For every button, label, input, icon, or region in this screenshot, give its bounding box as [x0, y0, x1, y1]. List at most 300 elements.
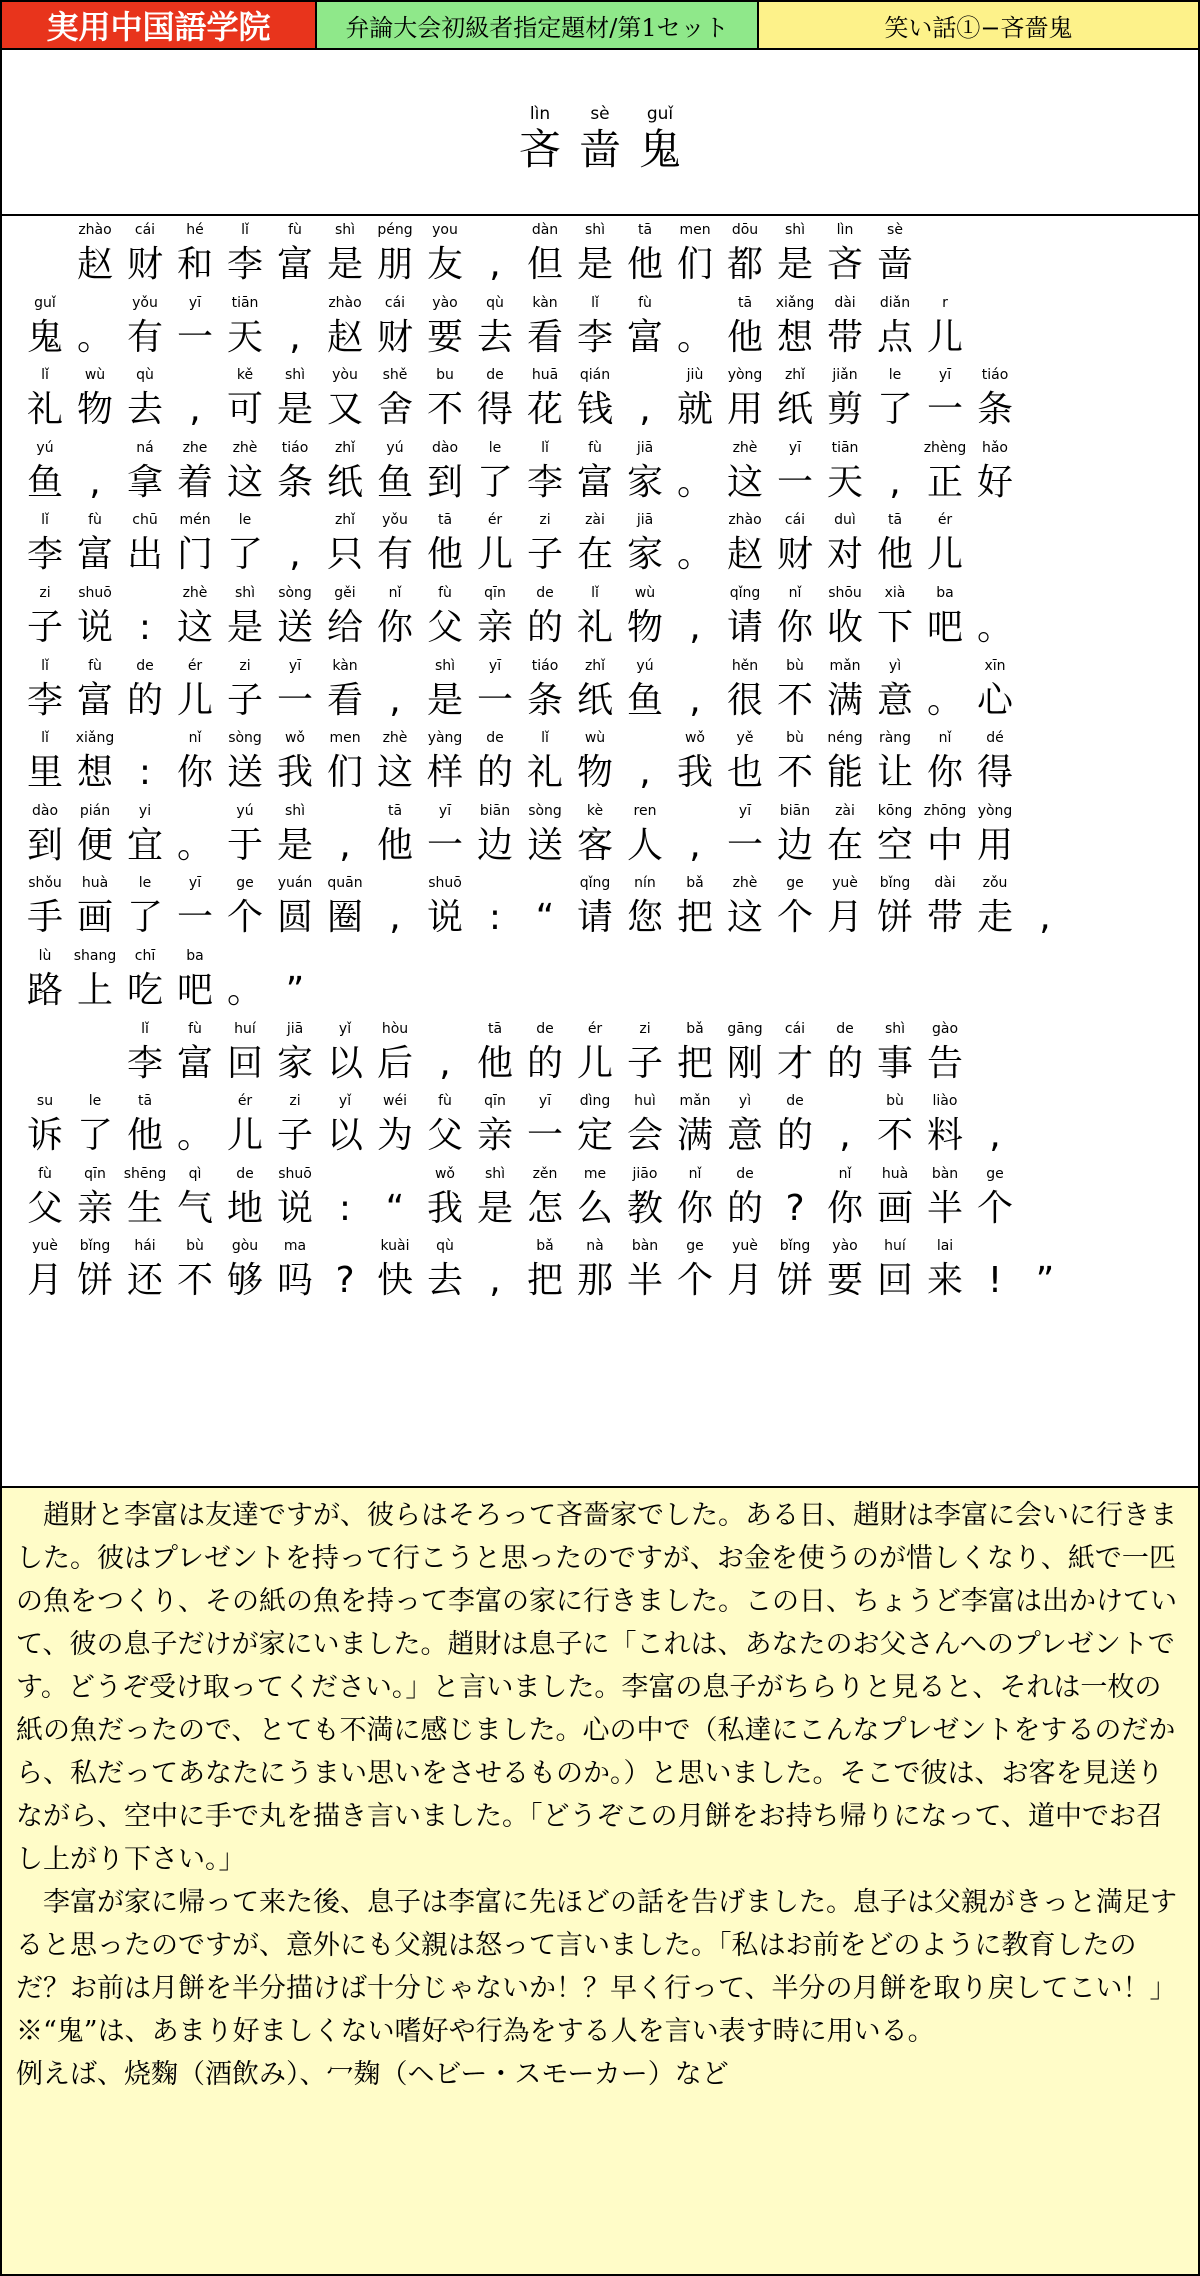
hanzi: 们	[676, 244, 713, 285]
char-unit	[370, 1021, 420, 1091]
char-unit	[270, 875, 320, 945]
pinyin: shōu	[828, 585, 862, 601]
pinyin: yī	[188, 294, 202, 311]
char-unit	[720, 658, 770, 728]
pinyin: bù	[186, 1238, 204, 1255]
hanzi: 用	[726, 389, 763, 431]
hanzi: 儿	[476, 534, 513, 576]
char-unit	[570, 1238, 620, 1308]
char-unit	[320, 512, 370, 582]
hanzi: 。	[676, 316, 713, 358]
char-unit	[170, 440, 220, 510]
pinyin: huí	[884, 1238, 906, 1255]
pinyin: huà	[81, 875, 109, 892]
text-line	[20, 295, 970, 365]
pinyin: ge	[686, 1238, 704, 1255]
char-unit	[70, 875, 120, 945]
char-unit	[120, 295, 170, 365]
hanzi: ,	[289, 534, 301, 576]
char-unit	[520, 1166, 570, 1236]
hanzi: 儿	[576, 1042, 613, 1084]
hanzi: ,	[1039, 897, 1051, 939]
pinyin: lù	[38, 948, 52, 964]
pinyin: yī	[738, 802, 752, 819]
char-unit	[420, 440, 470, 510]
pinyin: ér	[187, 657, 203, 674]
hanzi: 事	[876, 1042, 913, 1084]
char-unit	[570, 295, 620, 365]
char-unit	[170, 875, 220, 945]
hanzi: 会	[626, 1115, 663, 1157]
pinyin: tā	[887, 512, 903, 529]
hanzi: 料	[926, 1115, 963, 1157]
char-unit	[720, 440, 770, 510]
hanzi: 家	[626, 461, 663, 503]
char-unit	[670, 295, 720, 365]
char-unit	[420, 222, 470, 292]
hanzi: 赵	[326, 316, 363, 358]
char-unit	[20, 1166, 70, 1236]
hanzi: 儿	[926, 316, 963, 358]
hanzi: 亲	[76, 1187, 113, 1229]
hanzi: 以	[326, 1042, 363, 1084]
text-line	[20, 730, 1020, 800]
hanzi: :	[138, 607, 152, 648]
pinyin: zhe	[182, 439, 208, 456]
char-unit	[870, 295, 920, 365]
japanese-translation	[0, 1488, 1200, 2276]
char-unit	[970, 585, 1020, 655]
pinyin: zhǐ	[584, 657, 606, 674]
pinyin: zi	[239, 657, 251, 674]
char-unit	[120, 730, 170, 800]
hanzi: 把	[676, 1042, 713, 1084]
pinyin: nà	[586, 1238, 604, 1255]
pinyin: tā	[737, 294, 753, 311]
char-unit	[620, 730, 670, 800]
hanzi: 花	[526, 389, 563, 431]
pinyin: hòu	[381, 1020, 409, 1037]
char-unit	[320, 222, 370, 292]
char-unit	[470, 1093, 520, 1163]
char-unit	[270, 512, 320, 582]
pinyin: lǐ	[41, 730, 49, 747]
pinyin: qīn	[484, 585, 506, 601]
pinyin: jiǎn	[832, 367, 858, 384]
char-unit	[70, 730, 120, 800]
hanzi: 条	[976, 389, 1013, 431]
pinyin: mǎn	[679, 1093, 711, 1110]
pinyin: de	[836, 1020, 854, 1037]
char-unit	[570, 367, 620, 437]
hanzi: 他	[626, 244, 663, 285]
char-unit	[620, 1021, 670, 1091]
char-unit	[720, 1093, 770, 1163]
pinyin: diǎn	[879, 294, 911, 311]
pinyin: xiǎng	[75, 730, 115, 747]
char-unit	[420, 658, 470, 728]
char-unit	[770, 512, 820, 582]
hanzi: 请	[576, 897, 613, 939]
pinyin: yuán	[277, 875, 313, 892]
hanzi: 饼	[76, 1260, 113, 1302]
pinyin: lǐ	[241, 222, 249, 238]
hanzi: ?	[335, 1260, 355, 1302]
pinyin: cái	[784, 1020, 806, 1037]
hanzi: 了	[226, 534, 263, 576]
pinyin: huà	[881, 1165, 909, 1182]
pinyin: bǐng	[779, 1238, 811, 1255]
pinyin: fù	[188, 1020, 202, 1037]
hanzi: 月	[26, 1260, 63, 1302]
hanzi: 天	[226, 316, 263, 358]
char-unit	[570, 803, 620, 873]
char-unit	[520, 730, 570, 800]
char-unit	[1020, 1238, 1070, 1308]
char-unit	[870, 875, 920, 945]
char-unit	[970, 875, 1020, 945]
pinyin: zhōng	[923, 802, 967, 819]
pinyin: sòng	[228, 730, 262, 747]
pinyin: le	[88, 1093, 102, 1110]
pinyin: jiāo	[632, 1165, 658, 1182]
pinyin: ge	[786, 875, 804, 892]
char-unit	[220, 295, 270, 365]
char-unit	[970, 1093, 1020, 1163]
hanzi: 路	[26, 970, 63, 1011]
pinyin: shì	[284, 802, 306, 819]
pinyin: hái	[134, 1238, 156, 1255]
char-unit	[720, 295, 770, 365]
char-unit	[870, 440, 920, 510]
pinyin: men	[679, 222, 711, 238]
char-unit	[220, 512, 270, 582]
hanzi: 礼	[526, 752, 563, 794]
hanzi: 个	[976, 1187, 1013, 1229]
char-unit	[620, 803, 670, 873]
hanzi: 的	[126, 679, 163, 721]
char-unit	[920, 367, 970, 437]
hanzi: 定	[576, 1115, 613, 1157]
pinyin: bàn	[931, 1165, 959, 1182]
pinyin: kàn	[332, 657, 358, 674]
char-unit	[20, 295, 70, 365]
hanzi: 。	[926, 679, 963, 721]
pinyin: le	[238, 512, 252, 529]
hanzi: ,	[489, 244, 501, 285]
hanzi: 说	[426, 897, 463, 939]
char-unit	[720, 875, 770, 945]
school-name: 実用中国語学院	[2, 2, 317, 48]
hanzi: 去	[126, 389, 163, 431]
char-unit	[870, 730, 920, 800]
hanzi: 你	[176, 752, 213, 794]
pinyin: kàn	[532, 294, 558, 311]
char-unit	[70, 658, 120, 728]
pinyin: nǐ	[688, 1165, 702, 1182]
hanzi: 送	[226, 752, 263, 794]
hanzi: 你	[676, 1187, 713, 1229]
hanzi: 客	[576, 824, 613, 866]
hanzi: 他	[876, 534, 913, 576]
text-line	[20, 440, 1020, 510]
hanzi: 在	[576, 534, 613, 576]
hanzi: 鱼	[376, 461, 413, 503]
title-pinyin: lìn	[529, 104, 551, 124]
hanzi: 他	[426, 534, 463, 576]
pinyin: le	[138, 875, 152, 892]
pinyin: yǐ	[338, 1020, 352, 1037]
hanzi: 。	[976, 607, 1013, 648]
pinyin: tā	[437, 512, 453, 529]
pinyin: wǒ	[284, 730, 305, 747]
hanzi: 钱	[576, 389, 613, 431]
pinyin: ba	[186, 948, 204, 964]
hanzi: 地	[226, 1187, 263, 1229]
char-unit	[20, 512, 70, 582]
char-unit	[220, 803, 270, 873]
char-unit	[820, 1021, 870, 1091]
hanzi: 说	[276, 1187, 313, 1229]
hanzi: 于	[226, 824, 263, 866]
hanzi: 李	[26, 679, 63, 721]
char-unit	[470, 367, 520, 437]
hanzi: 儿	[226, 1115, 263, 1157]
pinyin: tiān	[231, 294, 259, 311]
char-unit	[920, 1093, 970, 1163]
pinyin: dōu	[731, 222, 759, 238]
translation-paragraph-2: 李富が家に帰って来た後、息子は李富に先ほどの話を告げました。息子は父親がきっと満足すると思ったのですが、意外にも父親は怒って言いました。「私はお前をどのように教育したのだ？お前は月餅を半分描けば十分じゃないか！？早く行って、半分の月餅を取り戻してこい！」	[16, 1887, 1177, 2004]
pinyin: huā	[531, 367, 559, 384]
hanzi: 的	[526, 1042, 563, 1084]
pinyin: sè	[887, 222, 903, 238]
pinyin: yī	[288, 657, 302, 674]
hanzi: 。	[676, 461, 713, 503]
char-unit	[420, 1093, 470, 1163]
hanzi: 纸	[326, 461, 363, 503]
hanzi: 个	[226, 897, 263, 939]
hanzi: 一	[276, 679, 313, 721]
text-line	[20, 1021, 970, 1091]
char-unit	[670, 367, 720, 437]
pinyin: bù	[786, 657, 804, 674]
hanzi: 是	[776, 244, 813, 285]
char-unit	[670, 1238, 720, 1308]
pinyin: wù	[634, 585, 656, 601]
char-unit	[470, 875, 520, 945]
char-unit	[320, 1238, 370, 1308]
hanzi: 到	[26, 824, 63, 866]
hanzi: 赵	[726, 534, 763, 576]
pinyin: men	[329, 730, 361, 747]
hanzi: :	[488, 897, 502, 939]
char-unit	[320, 367, 370, 437]
pinyin: qǐng	[729, 585, 761, 601]
pinyin: pián	[79, 802, 111, 819]
hanzi: 。	[76, 316, 113, 358]
char-unit	[720, 1021, 770, 1091]
text-line	[20, 367, 1020, 437]
char-unit	[920, 440, 970, 510]
pinyin: zi	[539, 512, 551, 529]
char-unit	[470, 803, 520, 873]
pinyin: chī	[134, 948, 156, 964]
pinyin: tā	[137, 1093, 153, 1110]
char-unit	[770, 1093, 820, 1163]
char-unit	[570, 1166, 620, 1236]
char-unit	[1020, 875, 1070, 945]
char-unit	[420, 1166, 470, 1236]
pinyin: zǒu	[982, 875, 1008, 892]
char-unit	[770, 658, 820, 728]
hanzi: 半	[626, 1260, 663, 1302]
hanzi: 物	[626, 607, 663, 648]
pinyin: you	[432, 222, 458, 238]
pinyin: su	[36, 1093, 54, 1110]
pinyin: tiān	[831, 439, 859, 456]
pinyin: shì	[234, 585, 256, 601]
char-unit	[620, 512, 670, 582]
pinyin: shì	[334, 222, 356, 238]
hanzi: 是	[476, 1187, 513, 1229]
pinyin: zhè	[732, 439, 758, 456]
char-unit	[220, 875, 270, 945]
char-unit	[820, 295, 870, 365]
hanzi: ,	[639, 389, 651, 431]
pinyin: yì	[738, 1093, 752, 1110]
char-unit	[270, 1166, 320, 1236]
hanzi: 这	[726, 461, 763, 503]
char-unit	[220, 948, 270, 1018]
pinyin: huì	[634, 1093, 656, 1110]
char-unit	[820, 440, 870, 510]
hanzi: “	[385, 1187, 405, 1229]
hanzi: 把	[676, 897, 713, 939]
hanzi: 可	[226, 389, 263, 431]
char-unit	[520, 440, 570, 510]
text-line	[20, 658, 1020, 728]
hanzi: 那	[576, 1260, 613, 1302]
char-unit	[520, 658, 570, 728]
char-unit	[120, 948, 170, 1018]
hanzi: 这	[176, 607, 213, 648]
hanzi: 吧	[926, 607, 963, 648]
hanzi: 正	[926, 461, 963, 503]
pinyin: lai	[936, 1238, 954, 1255]
pinyin: yuè	[32, 1238, 58, 1255]
pinyin: fù	[88, 657, 102, 674]
hanzi: 带	[826, 316, 863, 358]
title-pinyin: guǐ	[646, 104, 674, 124]
char-unit	[70, 1238, 120, 1308]
hanzi: 里	[26, 752, 63, 794]
pinyin: zhào	[728, 512, 762, 529]
char-unit	[970, 658, 1020, 728]
pinyin: duì	[834, 512, 856, 529]
char-unit	[620, 1238, 670, 1308]
hanzi: 吧	[176, 970, 213, 1011]
pinyin: ma	[283, 1238, 307, 1255]
char-unit	[420, 585, 470, 655]
char-unit	[170, 1238, 220, 1308]
char-unit	[170, 585, 220, 655]
hanzi: 在	[826, 824, 863, 866]
char-unit	[770, 367, 820, 437]
char-unit	[370, 730, 420, 800]
pinyin: de	[736, 1165, 754, 1182]
char-unit	[770, 440, 820, 510]
char-unit	[270, 730, 320, 800]
pinyin: wù	[584, 730, 606, 747]
char-unit	[120, 1238, 170, 1308]
char-unit	[20, 440, 70, 510]
pinyin: gào	[931, 1020, 959, 1037]
pinyin: me	[583, 1165, 607, 1182]
char-unit	[320, 1166, 370, 1236]
pinyin: zi	[39, 585, 51, 601]
pinyin: xiǎng	[775, 294, 815, 311]
hanzi: 好	[976, 461, 1013, 503]
hanzi: 他	[126, 1115, 163, 1157]
hanzi: 不	[426, 389, 463, 431]
pinyin: hé	[186, 222, 204, 238]
char-unit	[120, 367, 170, 437]
pinyin: yī	[938, 367, 952, 384]
pinyin: shě	[382, 367, 408, 384]
pinyin: nǐ	[388, 585, 402, 601]
pinyin: yòng	[727, 367, 763, 384]
hanzi: 有	[126, 316, 163, 358]
char-unit	[570, 658, 620, 728]
hanzi: 送	[276, 607, 313, 648]
char-unit	[820, 658, 870, 728]
hanzi: 了	[876, 389, 913, 431]
pinyin: kōng	[877, 802, 913, 819]
hanzi: 月	[826, 897, 863, 939]
char-unit	[670, 1093, 720, 1163]
char-unit	[270, 1238, 320, 1308]
pinyin: zhǐ	[334, 439, 356, 456]
translation-note-1: ※“鬼”は、あまり好ましくない嗜好や行為をする人を言い表す時に用いる。	[16, 2016, 935, 2047]
hanzi: 他	[726, 316, 763, 358]
hanzi: 们	[326, 752, 363, 794]
char-unit	[120, 1021, 170, 1091]
pinyin: zi	[289, 1093, 301, 1110]
char-unit	[620, 367, 670, 437]
pinyin: fù	[438, 1093, 452, 1110]
pinyin: fù	[438, 585, 452, 601]
char-unit	[270, 948, 320, 1018]
char-unit	[70, 585, 120, 655]
char-unit	[270, 585, 320, 655]
hanzi: 边	[776, 824, 813, 866]
hanzi: 到	[426, 461, 463, 503]
pinyin: zhào	[78, 222, 112, 238]
char-unit	[170, 1021, 220, 1091]
char-unit	[570, 222, 620, 292]
pinyin: kě	[236, 367, 254, 384]
hanzi: 剪	[826, 389, 863, 431]
pinyin: qù	[486, 294, 504, 311]
hanzi: 满	[826, 679, 863, 721]
pinyin: jiā	[286, 1020, 304, 1037]
hanzi: 点	[876, 316, 913, 358]
char-unit	[820, 222, 870, 292]
char-unit	[520, 1021, 570, 1091]
hanzi: 物	[76, 389, 113, 431]
pinyin: chū	[132, 512, 158, 529]
hanzi: 富	[76, 679, 113, 721]
